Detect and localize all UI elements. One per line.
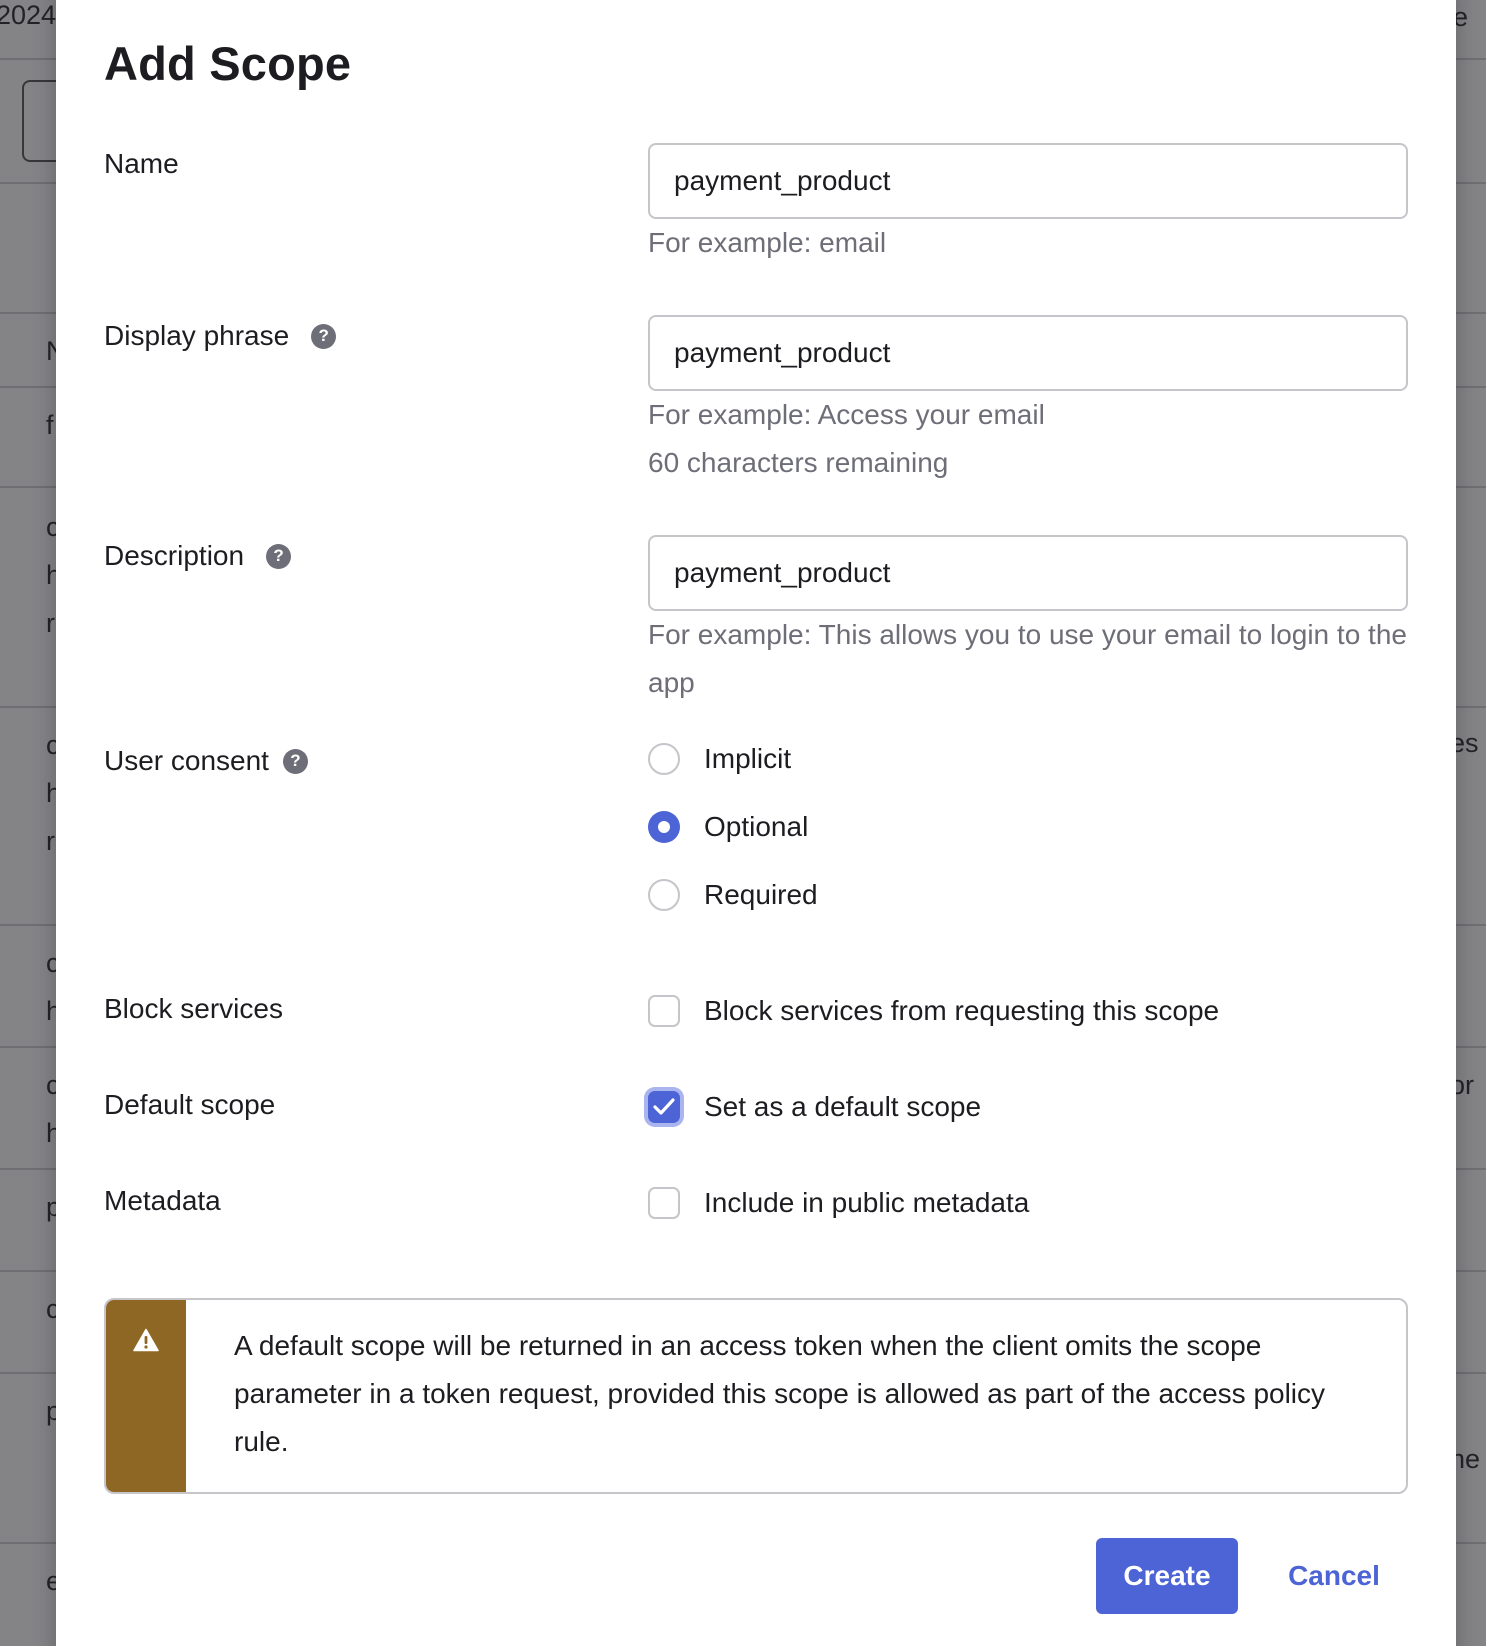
default-scope-label-text: Default scope (104, 1089, 276, 1120)
display-phrase-help-icon[interactable]: ? (311, 324, 336, 349)
block-services-label-text: Block services (104, 993, 283, 1024)
optional-radio-label: Optional (704, 811, 809, 842)
metadata-label-text: Metadata (104, 1185, 221, 1216)
block-services-checkbox-label: Block services from requesting this scope (704, 995, 1220, 1026)
metadata-label (104, 1185, 221, 1217)
warning-icon (133, 1328, 159, 1352)
user-consent-help-icon[interactable]: ? (283, 749, 308, 774)
implicit-radio[interactable] (648, 743, 680, 775)
description-help-icon[interactable]: ? (266, 544, 291, 569)
name-hint: For example: email (648, 227, 887, 258)
metadata-option[interactable] (648, 1187, 1029, 1219)
default-scope-checkbox[interactable] (648, 1091, 680, 1123)
cancel-button[interactable]: Cancel (1264, 1538, 1404, 1614)
description-hint: For example: This allows you to use your email to login to the app (648, 619, 1407, 698)
name-input[interactable] (648, 143, 1408, 219)
default-scope-option[interactable] (648, 1091, 981, 1123)
create-button[interactable]: Create (1096, 1538, 1238, 1614)
add-scope-dialog (56, 0, 1456, 1646)
user-consent-label (104, 745, 308, 777)
display-phrase-hint: For example: Access your email (648, 399, 1045, 430)
consent-option-required[interactable] (648, 879, 818, 911)
default-scope-warning-callout (104, 1298, 1408, 1494)
description-label-text: Description (104, 540, 245, 571)
metadata-checkbox[interactable] (648, 1187, 680, 1219)
user-consent-label-text: User consent (104, 745, 269, 776)
name-label (104, 148, 179, 180)
callout-accent-bar (106, 1300, 186, 1492)
implicit-radio-label: Implicit (704, 743, 792, 774)
default-scope-checkbox-label: Set as a default scope (704, 1091, 982, 1122)
description-input[interactable] (648, 535, 1408, 611)
checkmark-icon (653, 1097, 675, 1117)
display-phrase-label-text: Display phrase (104, 320, 290, 351)
required-radio-label: Required (704, 879, 818, 910)
description-label (104, 540, 291, 572)
consent-option-implicit[interactable] (648, 743, 791, 775)
required-radio[interactable] (648, 879, 680, 911)
name-label-text: Name (104, 148, 179, 179)
metadata-checkbox-label: Include in public metadata (704, 1187, 1030, 1218)
block-services-checkbox[interactable] (648, 995, 680, 1027)
consent-option-optional[interactable] (648, 811, 808, 843)
block-services-option[interactable] (648, 995, 1219, 1027)
optional-radio[interactable] (648, 811, 680, 843)
display-phrase-input[interactable] (648, 315, 1408, 391)
display-phrase-char-counter: 60 characters remaining (648, 447, 949, 478)
default-scope-label (104, 1089, 275, 1121)
dialog-title: Add Scope (104, 37, 352, 90)
block-services-label (104, 993, 283, 1025)
display-phrase-label (104, 320, 336, 352)
callout-message: A default scope will be returned in an access token when the client omits the scope parameter in a token request, provided this scope is allowed as part of the access policy rule. (234, 1330, 1326, 1457)
